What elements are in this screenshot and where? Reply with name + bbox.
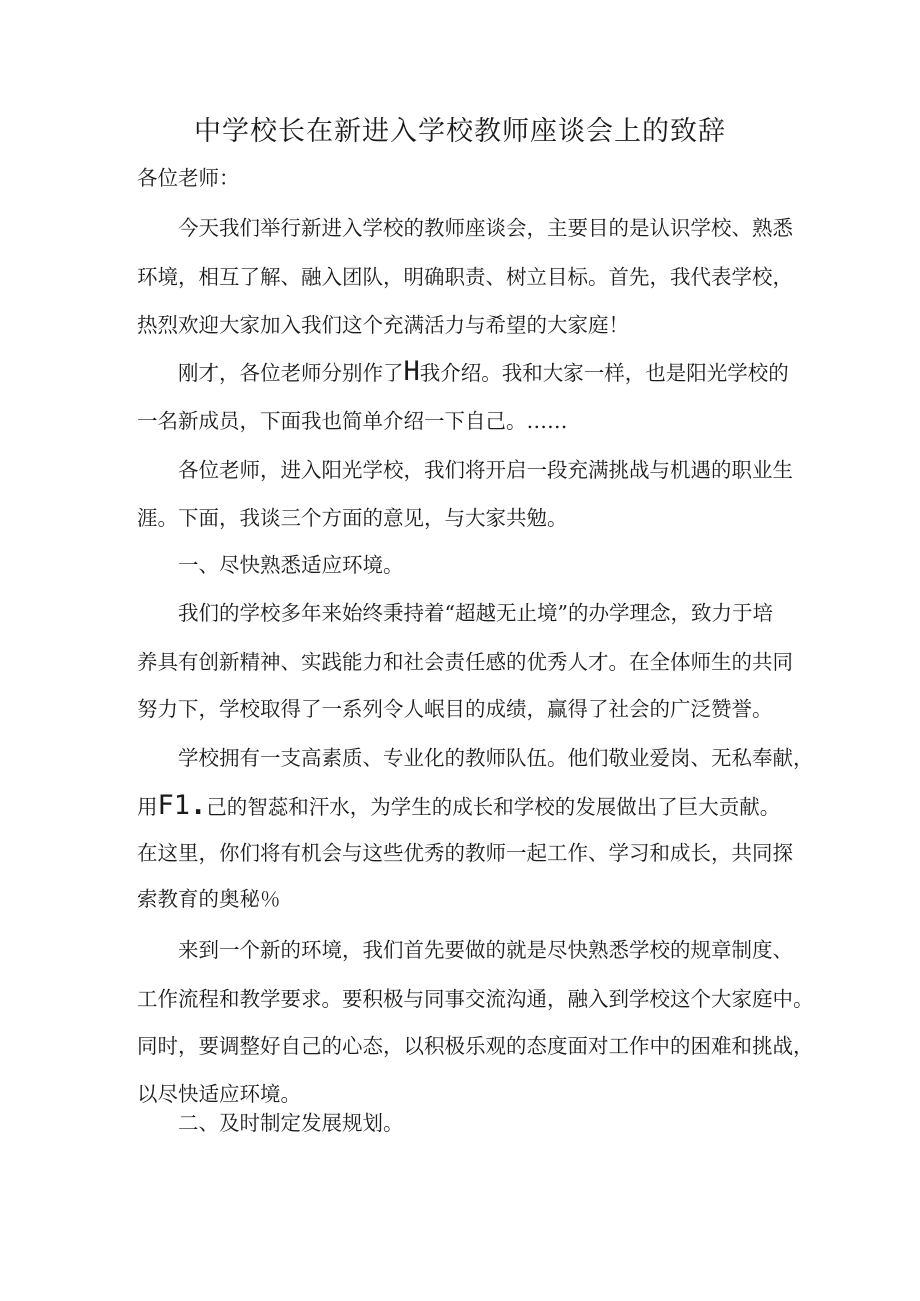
salutation: 各位老师： bbox=[137, 166, 240, 190]
paragraph-3-line-1: 各位老师，进入阳光学校，我们将开启一段充满挑战与机遇的职业生 bbox=[178, 458, 793, 482]
paragraph-5-line-3: 在这里，你们将有机会与这些优秀的教师一起工作、学习和成长，共同探 bbox=[137, 841, 793, 865]
paragraph-6-line-3: 同时，要调整好自己的心态，以积极乐观的态度面对工作中的困难和挑战， bbox=[137, 1034, 814, 1058]
paragraph-5-glyph-f1: F1 bbox=[157, 790, 191, 821]
paragraph-3-line-2: 涯。下面，我谈三个方面的意见，与大家共勉。 bbox=[137, 506, 568, 530]
paragraph-1-line-3: 热烈欢迎大家加入我们这个充满活力与希望的大家庭！ bbox=[137, 313, 629, 337]
paragraph-4-line-3: 努力下，学校取得了一系列令人岷目的成绩，赢得了社会的广泛赞誉。 bbox=[137, 697, 773, 721]
paragraph-5-line-2 bbox=[137, 791, 780, 822]
paragraph-5-line-4: 索教育的奥秘％ bbox=[137, 887, 281, 911]
paragraph-5-glyph-dot: . bbox=[190, 790, 207, 821]
paragraph-2-text-c: 我介绍。我和大家一样，也是阳光学校的 bbox=[419, 361, 789, 385]
paragraph-4-line-1: 我们的学校多年来始终秉持着“超越无止境”的办学理念，致力于培 bbox=[178, 601, 773, 625]
paragraph-6-line-4: 以尽快适应环境。 bbox=[137, 1082, 301, 1106]
paragraph-2-text-a: 刚才，各位老师分别作了 bbox=[178, 361, 404, 385]
paragraph-6-line-2: 工作流程和教学要求。要积极与同事交流沟通，融入到学校这个大家庭中。 bbox=[137, 987, 814, 1011]
paragraph-1-line-1: 今天我们举行新进入学校的教师座谈会，主要目的是认识学校、熟悉 bbox=[178, 216, 793, 240]
paragraph-5-text-d: 己的智蕊和汗水，为学生的成长和学校的发展做出了巨大贡献。 bbox=[206, 795, 781, 819]
paragraph-5-text-a: 用 bbox=[137, 795, 158, 819]
paragraph-6-line-1: 来到一个新的环境，我们首先要做的就是尽快熟悉学校的规章制度、 bbox=[178, 938, 793, 962]
paragraph-2-glyph-h: H bbox=[403, 356, 420, 387]
section-heading-1: 一、尽快熟悉适应环境。 bbox=[178, 553, 404, 577]
paragraph-2-line-2: 一名新成员，下面我也简单介绍一下自己。…… bbox=[137, 409, 568, 433]
paragraph-4-line-2: 养具有创新精神、实践能力和社会责任感的优秀人才。在全体师生的共同 bbox=[137, 650, 793, 674]
paragraph-5-line-1: 学校拥有一支高素质、专业化的教师队伍。他们敬业爱岗、无私奉献， bbox=[178, 746, 814, 770]
paragraph-1-line-2: 环境，相互了解、融入团队，明确职责、树立目标。首先，我代表学校， bbox=[137, 265, 793, 289]
section-heading-2: 二、及时制定发展规划。 bbox=[178, 1111, 404, 1135]
document-title: 中学校长在新进入学校教师座谈会上的致辞 bbox=[194, 116, 726, 147]
paragraph-2-line-1 bbox=[178, 357, 789, 388]
